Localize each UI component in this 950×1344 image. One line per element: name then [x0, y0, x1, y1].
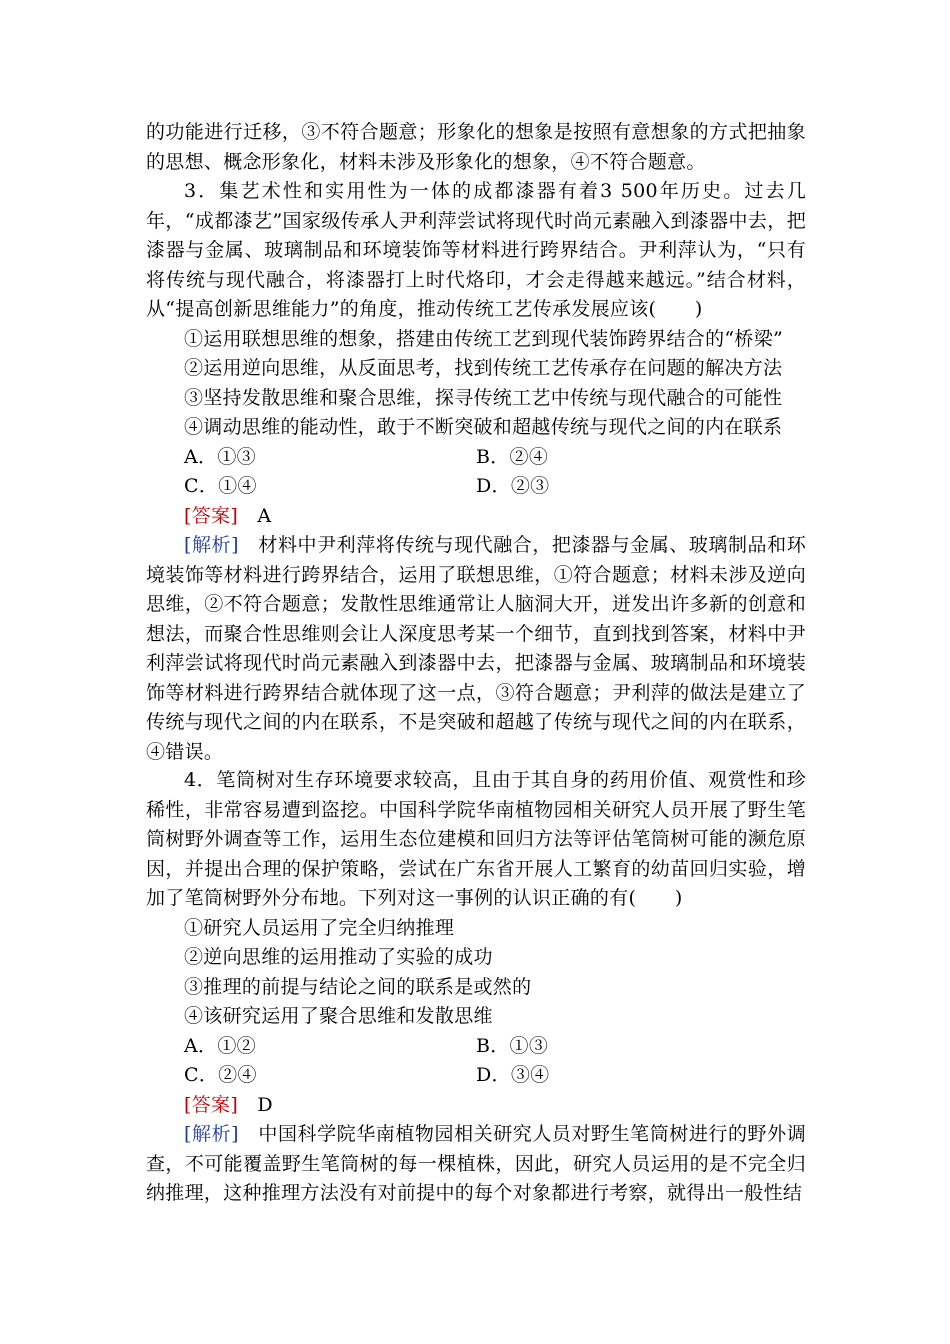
q3-answer-value: A: [257, 504, 272, 527]
q3-stem: 3．集艺术性和实用性为一体的成都漆器有着3 500年历史。过去几年，“成都漆艺”国家级传承人尹利萍尝试将现代时尚元素融入到漆器中去，把漆器与金属、玻璃制品和环境装饰等材料进行跨界结合。尹利萍认为，“只有将传统与现代融合，将漆器打上时代烙印，才会走得越来越远。”结合材料，从“提高创新思维能力”的角度，推动传统工艺传承发展应该( ): [146, 180, 806, 320]
q3-choice-a: A．①③: [184, 445, 256, 468]
q4-choice-b: B．①③: [476, 1034, 549, 1057]
q4-choices-row-1: [146, 1032, 806, 1062]
q3-answer-label: [答案]: [184, 504, 239, 527]
q4-choice-c: C．②④: [184, 1064, 257, 1086]
q3-choice-c: C．①④: [184, 475, 257, 497]
q3-choice-b: B．②④: [476, 445, 549, 468]
q4-answer-label: [答案]: [184, 1093, 239, 1116]
q3-analysis-text: 材料中尹利萍将传统与现代融合，把漆器与金属、玻璃制品和环境装饰等材料进行跨界结合，运用了联想思维，①符合题意；材料未涉及逆向思维，②不符合题意；发散性思维通常让人脑洞大开，迸发出许多新的创意和想法，而聚合性思维则会让人深度思考某一个细节，直到找到答案，材料中尹利萍尝试将现代时尚元素融入到漆器中去，把漆器与金属、玻璃制品和环境装饰等材料进行跨界结合就体现了这一点，③符合题意；尹利萍的做法是建立了传统与现代之间的内在联系，不是突破和超越了传统与现代之间的内在联系，④错误。: [146, 534, 806, 763]
q3-analysis: [146, 531, 806, 767]
q4-choice-a: A．①②: [184, 1034, 256, 1057]
question-4: [146, 766, 806, 1209]
q4-option-4: ④该研究运用了聚合思维和发散思维: [184, 1005, 493, 1027]
q3-answer: [146, 502, 806, 532]
q4-answer-value: D: [257, 1093, 273, 1116]
question-3: [146, 177, 806, 767]
q4-choice-d: D．③④: [476, 1064, 550, 1086]
q4-answer: [146, 1091, 806, 1121]
q4-option-2: ②逆向思维的运用推动了实验的成功: [184, 946, 493, 968]
q3-option-3: ③坚持发散思维和聚合思维，探寻传统工艺中传统与现代融合的可能性: [184, 386, 783, 409]
continuation-block: [146, 118, 806, 177]
q4-choices-row-2: [146, 1061, 806, 1091]
q4-analysis: [146, 1120, 806, 1209]
q4-analysis-label: [解析]: [184, 1123, 239, 1145]
q3-choices-row-1: [146, 443, 806, 473]
q3-option-2: ②运用逆向思维，从反面思考，找到传统工艺传承存在问题的解决方法: [184, 357, 783, 379]
q4-stem: 4．笔筒树对生存环境要求较高，且由于其自身的药用价值、观赏性和珍稀性，非常容易遭到盗挖。中国科学院华南植物园相关研究人员开展了野生笔筒树野外调查等工作，运用生态位建模和回归方法等评估笔筒树可能的濒危原因，并提出合理的保护策略，尝试在广东省开展人工繁育的幼苗回归实验，增加了笔筒树野外分布地。下列对这一事例的认识正确的有( ): [146, 769, 806, 909]
q4-analysis-text: 中国科学院华南植物园相关研究人员对野生笔筒树进行的野外调查，不可能覆盖野生笔筒树的每一棵植株，因此，研究人员运用的是不完全归纳推理，这种推理方法没有对前提中的每个对象都进行考察，就得出一般性结: [146, 1123, 806, 1204]
q4-option-3: ③推理的前提与结论之间的联系是或然的: [184, 975, 532, 998]
continuation-text: 的功能进行迁移，③不符合题意；形象化的想象是按照有意想象的方式把抽象的思想、概念形象化，材料未涉及形象化的想象，④不符合题意。: [146, 121, 806, 173]
q4-option-1: ①研究人员运用了完全归纳推理: [184, 916, 455, 939]
q3-option-1: ①运用联想思维的想象，搭建由传统工艺到现代装饰跨界结合的“桥梁”: [184, 327, 784, 350]
q3-choice-d: D．②③: [476, 475, 550, 497]
q3-analysis-label: [解析]: [184, 534, 239, 556]
q3-choices-row-2: [146, 472, 806, 502]
q3-option-4: ④调动思维的能动性，敢于不断突破和超越传统与现代之间的内在联系: [184, 416, 783, 438]
